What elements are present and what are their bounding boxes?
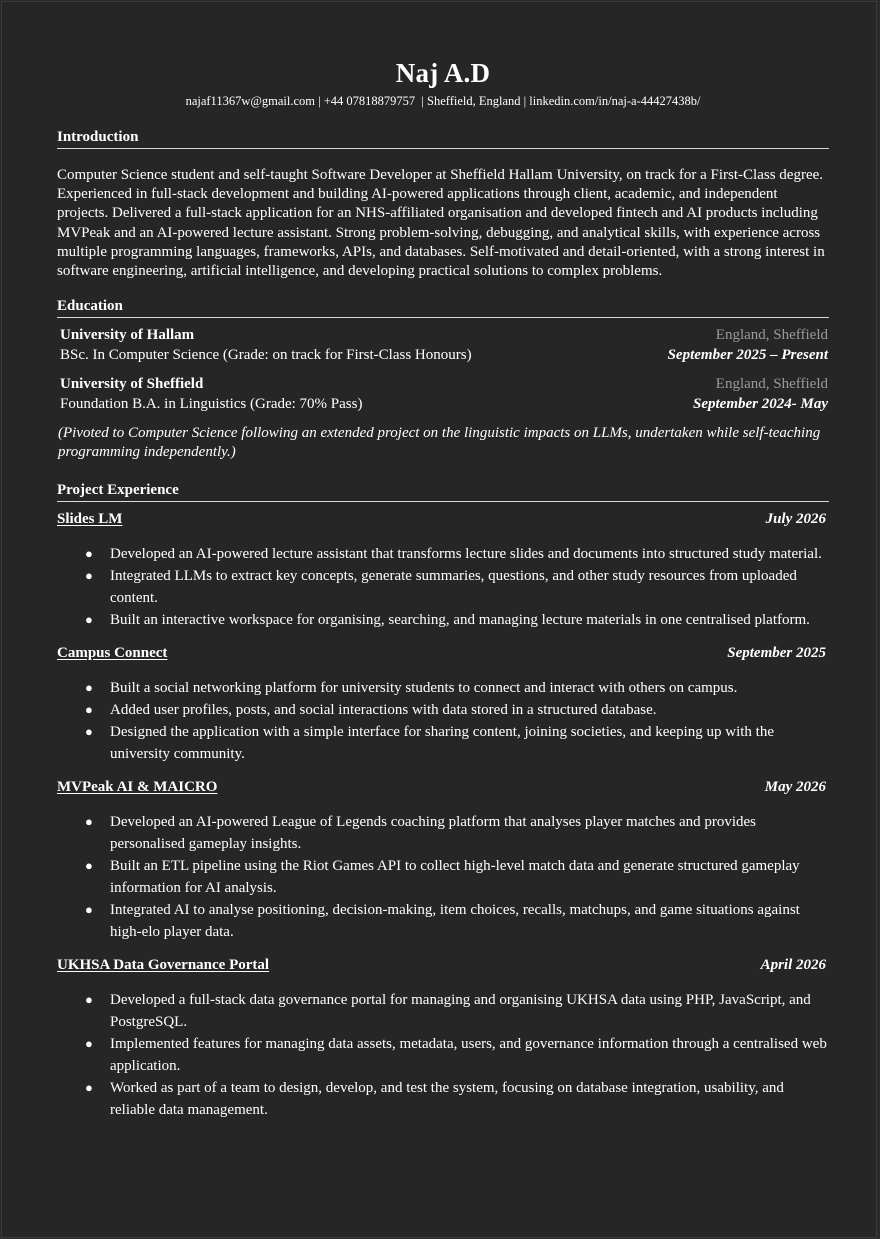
- project-entry: [57, 955, 829, 1121]
- project-title: MVPeak AI & MAICRO: [57, 778, 218, 795]
- project-entry: [57, 509, 829, 631]
- list-item: ● Developed an AI-powered lecture assistant that transforms lecture slides and documents into structured study material.: [57, 543, 829, 565]
- bullet-icon: ●: [85, 901, 93, 917]
- education-note: (Pivoted to Computer Science following an extended project on the linguistic impacts on LLMs, undertaken while self-teaching programming independently.): [58, 425, 821, 461]
- candidate-name: Naj A.D: [395, 58, 491, 88]
- list-item: ● Integrated LLMs to extract key concepts, generate summaries, questions, and other study resources from uploaded content.: [57, 565, 829, 609]
- list-item: ● Worked as part of a team to design, develop, and test the system, focusing on database integration, usability, and reliable data management.: [57, 1077, 829, 1121]
- project-title: UKHSA Data Governance Portal: [57, 956, 270, 973]
- list-item: ● Implemented features for managing data assets, metadata, users, and governance information through a centralised web application.: [57, 1033, 829, 1077]
- project-title: Campus Connect: [57, 644, 168, 661]
- project-date: July 2026: [765, 510, 826, 527]
- project-bullets: [57, 543, 829, 631]
- introduction-text: Computer Science student and self-taught Software Developer at Sheffield Hallam University, on track for a First-Class degree. Experienced in full-stack development and building AI-powered applications through client, academic, and independent projects. Delivered a full-stack application for an NHS-affiliated organisation and developed fintech and AI products including MVPeak and an AI-powered lecture assistant. Strong problem-solving, debugging, and analytical skills, with experience across multiple programming languages, frameworks, APIs, and databases. Self-motivated and detail-oriented, with a strong interest in software engineering, artificial intelligence, and developing practical solutions to complex problems.: [57, 167, 825, 280]
- list-item: ● Built an ETL pipeline using the Riot Games API to collect high-level match data and generate structured gameplay information for AI analysis.: [57, 855, 829, 899]
- education-dates: September 2024- May: [693, 395, 828, 412]
- project-bullets: [57, 989, 829, 1121]
- list-item: ● Integrated AI to analyse positioning, decision-making, item choices, recalls, matchups, and game situations against high-elo player data.: [57, 899, 829, 943]
- education-section: [57, 297, 829, 462]
- education-entry: [57, 375, 829, 414]
- list-item: ● Added user profiles, posts, and social interactions with data stored in a structured database.: [57, 699, 829, 721]
- education-location: England, Sheffield: [715, 376, 828, 393]
- education-dates: September 2025 – Present: [667, 346, 828, 363]
- bullet-icon: ●: [85, 701, 93, 717]
- bullet-icon: ●: [85, 679, 93, 695]
- bullet-icon: ●: [85, 813, 93, 829]
- bullet-icon: ●: [85, 545, 93, 561]
- projects-heading: Project Experience: [57, 481, 829, 502]
- introduction-section: [57, 128, 829, 281]
- list-item: ● Designed the application with a simple interface for sharing content, joining societies, and keeping up with the university community.: [57, 721, 829, 765]
- education-heading: Education: [57, 297, 829, 318]
- education-degree: BSc. In Computer Science (Grade: on track for First-Class Honours): [60, 346, 472, 363]
- project-date: September 2025: [727, 644, 826, 661]
- project-bullets: [57, 811, 829, 943]
- education-degree: Foundation B.A. in Linguistics (Grade: 70% Pass): [60, 395, 363, 412]
- resume-page: [1, 1, 877, 1238]
- project-date: May 2026: [764, 778, 826, 795]
- project-entry: [57, 643, 829, 765]
- list-item: ● Developed a full-stack data governance portal for managing and organising UKHSA data using PHP, JavaScript, and PostgreSQL.: [57, 989, 829, 1033]
- project-entry: [57, 777, 829, 943]
- list-item: ● Built an interactive workspace for organising, searching, and managing lecture materials in one centralised platform.: [57, 609, 829, 631]
- education-entry: [57, 326, 829, 365]
- bullet-icon: ●: [85, 1079, 93, 1095]
- project-bullets: [57, 677, 829, 765]
- bullet-icon: ●: [85, 567, 93, 583]
- bullet-icon: ●: [85, 857, 93, 873]
- education-school: University of Sheffield: [60, 376, 204, 393]
- resume-content: [57, 57, 829, 1121]
- projects-section: [57, 481, 829, 1121]
- project-date: April 2026: [760, 956, 826, 973]
- list-item: ● Developed an AI-powered League of Legends coaching platform that analyses player matches and provides personalised gameplay insights.: [57, 811, 829, 855]
- list-item: ● Built a social networking platform for university students to connect and interact with others on campus.: [57, 677, 829, 699]
- bullet-icon: ●: [85, 1035, 93, 1051]
- education-school: University of Hallam: [60, 327, 195, 344]
- bullet-icon: ●: [85, 991, 93, 1007]
- bullet-icon: ●: [85, 723, 93, 739]
- contact-line: najaf11367w@gmail.com | +44 07818879757 | Sheffield, England | linkedin.com/in/naj-a-44427438b/: [185, 94, 701, 108]
- education-location: England, Sheffield: [715, 327, 828, 344]
- project-title: Slides LM: [57, 510, 123, 527]
- introduction-heading: Introduction: [57, 128, 829, 149]
- bullet-icon: ●: [85, 611, 93, 627]
